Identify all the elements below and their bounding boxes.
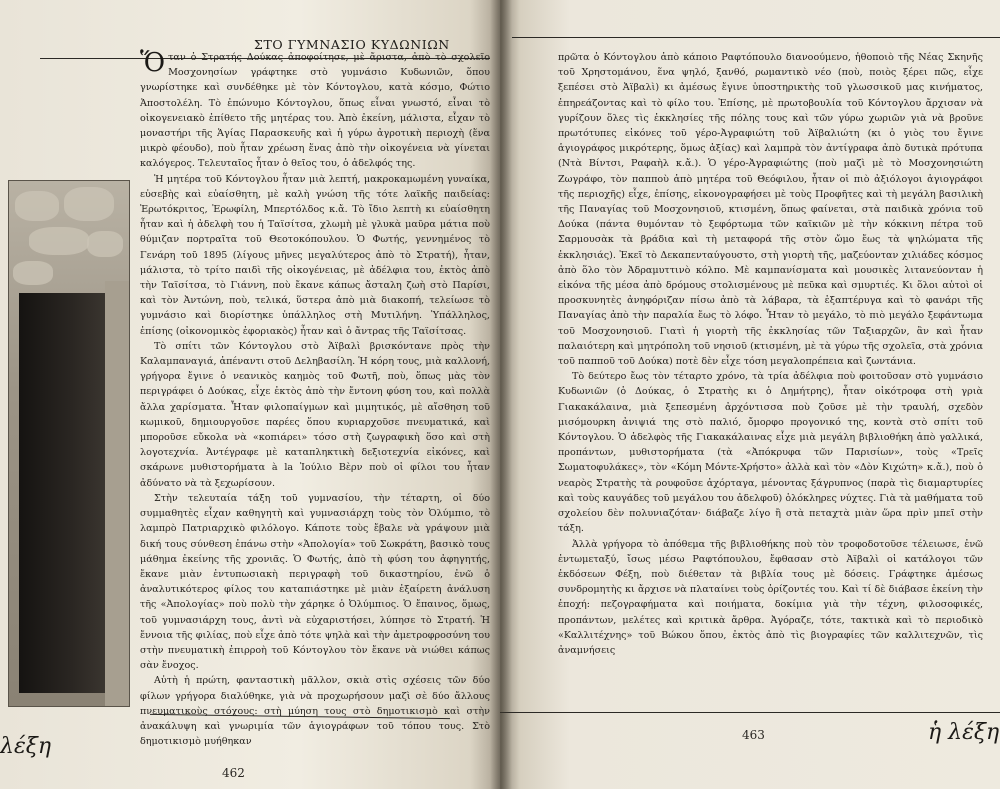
footer-mark: λέξη: [0, 734, 52, 759]
paragraph: Τὸ σπίτι τῶν Κόντογλου στὸ Ἀϊβαλὶ βρισκόντανε πρὸς τὴν Καλαμπαναγιά, ἀπέναντι στοῦ Δεληβασίλη. Ἡ κόρη τους, μιὰ καλλονή, γρήγορα ἔγινε ὁ νεανικὸς καημὸς τοῦ Φωτῆ, ποὺ, ὅπως μὰς τὸν περιγράφει ὁ Δούκας, εἶχε ἐκτὸς ἀπὸ τὴν ἔντονη φύση του, καὶ πολλὰ ἄλλα χαρίσματα. Ἦταν φιλοπαίγμων καὶ μιμητικός, μὲ αἴσθηση τοῦ κωμικοῦ, δημιουργοῦσε παρέες ὅπου κυριαρχοῦσε πνευματικά, καὶ μποροῦσε εὔκολα νὰ «κοπιάρει» τόσο στὴ ζωγραφικὴ ὅσο καὶ στὴ λογοτεχνία. Ἀντέγραφε μὲ καταπληκτικὴ δεξιοτεχνία εἰκόνες, καὶ σκάρωνε μυθιστορήματα à la Ἰούλιο Βὲρν ποὺ οἱ φίλοι του ἦταν ἀδύνατο νὰ τὰ ξεχωρίσουν.: [140, 340, 490, 489]
paragraph: Ἀλλὰ γρήγορα τὸ ἀπόθεμα τῆς βιβλιοθήκης ποὺ τὸν τροφοδοτοῦσε τέλειωσε, ἐνῶ ἐντωμεταξύ, ἴσως μέσω Ραφτόπουλου, ἔφθασαν στὸ Ἀϊβαλὶ οἱ κατάλογοι τῶν ἐκδόσεων Φέξη, ποὺ διέθεταν τὰ βιβλία τους μὲ δόσεις. Γράφτηκε ἀμέσως συνδρομητὴς κι ἄρχισε νὰ πλαταίνει τοὺς ὁρίζοντές του. Καὶ τί δὲ διάβασε ἐκείνη τὴν ἐποχή: πεζογραφήματα καὶ ποιήματα, δοκίμια γιὰ τὴν τέχνη, φιλοσοφικές, προπάντων, μελέτες καὶ κριτικὰ ἄρθρα. Ἀγόραζε, τότε, τακτικὰ καὶ τὸ περιοδικὸ «Καλλιτέχνης» τοῦ Βώκου ὅπου, ἐκτὸς ἀπὸ τὶς βιογραφίες τῶν καλλιτεχνῶν, τὶς ἀναμνήσεις: [558, 538, 983, 656]
header-rule: [512, 37, 1000, 38]
paragraph: Ὅταν ὁ Στρατής Δούκας ἀποφοίτησε, μὲ ἄριστα, ἀπὸ τὸ σχολεῖο Μοσχονησίων γράφτηκε στὸ γυμνάσιο Κυδωνιῶν, ὅπου γνωρίστηκε καὶ συνδέθηκε μὲ τὸν Κόντογλου, κατὰ κόσμο, Φώτιο Ἀποστολέλη. Τὸ ἐπώνυμο Κόντογλου, ὅπως εἶναι γνωστό, εἶναι τὸ οἰκογενειακὸ ἐπίθετο τῆς μητέρας του. Ἀπὸ ἐκείνη, μάλιστα, εἶχαν τὸ μοναστήρι τῆς Ἁγίας Παρασκευῆς καὶ ἡ γύρω ἀγροτικὴ περιοχὴ (ἕνα μικρὸ φέουδο), ποὺ ἦταν χρέωση ἕνας ἀπὸ τὴν οἰκογένεια νὰ γίνεται καλόγερος. Τελευταῖος ἦταν ὁ θεῖος του, ὁ ἀδελφός της.: [140, 48, 490, 170]
drop-cap: Ὅ: [140, 48, 166, 78]
paragraph: πρῶτα ὁ Κόντογλου ἀπὸ κάποιο Ραφτόπουλο διανοούμενο, ἠθοποιὸ τῆς Νέας Σκηνῆς τοῦ Χρηστομάνου, ἕνα ψηλό, ξανθό, ρωμαντικὸ νέο (ποὺ, ποιὸς ξέρει πῶς, εἶχε ξεπέσει στὸ Ἀϊβαλὶ) κι ἀμέσως ἔγινε ὑποστηρικτὴς τοῦ γλωσσικοῦ μας κινήματος, ἐπηρεάζοντας καὶ τὸ φίλο του. Ἐπίσης, μὲ πρωτοβουλία τοῦ Κόντογλου ἄρχισαν νὰ γυρίζουν ὅλες τὶς ἐκκλησίες τῆς πόλης τους καὶ τῶν γύρω χωριῶν γιὰ νὰ βροῦνε πρωτότυπες εἰκόνες τοῦ γέρο-Ἀγραφιώτη τοῦ Ἀϊβαλιώτη (κι ὁ γιὸς του ἔγινε ἁγιογράφος μικρότερης, ὅμως ἀξίας) καὶ λαμπρὰ τὸν ἀντίγραφα ἀπὸ δυτικὰ πρότυπα (Ντὰ Βίντσι, Ραφαὴλ κ.ἄ.). Ὁ γέρο-Ἀγραφιώτης (ποὺ μαζὶ μὲ τὸ Μοσχονησιώτη Ζωγράφο, τὸν παπποὺ ἀπὸ μητέρα τοῦ Θεόφιλου, ἦταν οἱ πιὸ ἀξιόλογοι ἁγιογράφοι τῆς περιοχῆς) εἶχε, ἐπίσης, εἰκονογραφήσει μὲ τοὺς Προφῆτες καὶ τὴ μεγάλη βασιλικὴ τῆς Παναγίας τοῦ Μοσχονησιοῦ, κτισμένη, ὅπως φαίνεται, στὰ παιδικὰ χρόνια τοῦ Δούκα (πάντα θυμόνταν τὸ ξεφόρτωμα τῶν καϊκιῶν μὲ τὴν κόκκινη πέτρα τοῦ Σαρμουσὰκ τὰ βράδια καὶ τὴ μεταφορά τῆς στὸν ὤμο ἔως τὰ ψηλώματα τῆς ἐκκλησιάς). Ἐκεῖ τὸ Δεκαπενταύγουστο, στὴ γιορτὴ τῆς, μαζεύονταν χιλιάδες κόσμος ἀπὸ ὅλο τὸν Ἀδραμυττινὸ κόλπο. Μὲ καμπανίσματα καὶ μουσικὲς λιτανεύονταν ἡ εἰκόνα τῆς μέσα ἀπὸ δρόμους στολισμένους μὲ πεῦκα καὶ σμυρτιές. Κι ὅλοι αὐτοὶ οἱ προσκυνητὲς ἀνηφόριζαν πίσω ἀπὸ τὰ λάβαρα, τὰ ἑξαπτέρυγα καὶ τὸ φανάρι τῆς Παναγίας ἀπὸ τὴν παραλία ἔως τὸ λόφο. Ἦταν τὸ μεγάλο, τὸ πιὸ μεγάλο ξεφάντωμα τοῦ Μοσχονησιοῦ. Γιατὶ ἡ γιορτὴ τῆς ἐκκλησίας τῶν Ταξιαρχῶν, ἂν καὶ ἦταν παλαιότερη καὶ μητρόπολη τοῦ νησιοῦ (κτισμένη, μὲ τὰ γύρω τῆς σχολεῖα, στὰ χρόνια τοῦ παπποῦ τοῦ Δούκα) ποτὲ δὲν εἶχε τόση μεγαλοπρέπεια καὶ ζωντάνια.: [558, 52, 983, 368]
right-page-body: [558, 50, 983, 695]
paragraph: Αὐτὴ ἡ πρώτη, φανταστικὴ μᾶλλον, σκιὰ στὶς σχέσεις τῶν δύο φίλων γρήγορα διαλύθηκε, γιὰ νὰ προχωρήσουν μαζὶ σὲ δύο ἄλλους πνευματικοὺς στόχους: στὴ μύηση τους στὸ δημοτικισμὸ καὶ στὴν ἀνακάλυψη καὶ γνωριμία τῶν ἁγιογράφων τοῦ τόπου τους. Στὸ δημοτικισμὸ μυήθηκαν: [140, 675, 490, 748]
paragraph: Στὴν τελευταία τάξη τοῦ γυμνασίου, τὴν τέταρτη, οἱ δύο συμμαθητὲς εἶχαν καθηγητὴ καὶ γυμνασιάρχη τοὺς τὸν Ὀλύμπιο, τὸ λαμπρὸ Πατριαρχικὸ φιλόλογο. Κάποτε τοὺς ἔβαλε νὰ γράψουν μιὰ δική τους σύνθεση ἐπάνω στὴν «Ἀπολογία» τοῦ Σωκράτη, βασικὸ τους μάθημα ἐκείνης τῆς χρονιᾶς. Ὁ Φωτής, ἀπὸ τὴ φύση του ἀφηγητής, ἔκανε μιὰν ἐντυπωσιακὴ περιγραφὴ τοῦ δικαστηρίου, ἐνῶ ὁ ἀναλυτικότερος φίλος του καταπιάστηκε μὲ μιὰν ἐξαίρετη ἀνάλυση τῆς «Ἀπολογίας» ποὺ πολὺ τὴν χάρηκε ὁ Ὀλύμπιος. Ὁ ἔπαινος, ὅμως, τοῦ γυμνασιάρχη τους, ἀντὶ νὰ εὐχαριστήσει, λύπησε τὸ Στρατή. Ἡ ἔννοια τῆς φιλίας, ποὺ εἶχε ἀπὸ τότε ψηλὰ καὶ τὴν ἀμετροφροσύνη του στὴν πνευματικὴ ἐπιρροὴ τοῦ Κόντογλου τὸν ἔκανε νὰ νιώθει κάπως σὰν ἔνοχος.: [140, 492, 490, 672]
paragraph: Τὸ δεύτερο ἔως τὸν τέταρτο χρόνο, τὰ τρία ἀδέλφια ποὺ φοιτοῦσαν στὸ γυμνάσιο Κυδωνιῶν (ὁ Δούκας, ὁ Στρατὴς κι ὁ Δημήτρης), ἦταν οἰκότροφα στὴ γριὰ Γιακακάλαινα, μιὰ ξεπεσμένη ἀρχόντισσα ποὺ ζοῦσε μὲ τὴν τραυλή, σχεδὸν μισόμουρκη ἀνιψιά της στὸ παλιό, ὄμορφο προγονικό της, κοντὰ στὸ σπίτι τοῦ Κόντογλου. Ὁ ἀδελφὸς τῆς Γιακακάλαινας εἶχε μιὰ μεγάλη βιβλιοθήκη ἀπὸ γαλλικά, προπάντων, μυθιστορήματα (τὰ «Ἀπόκρυφα τῶν Παρισίων», τοὺς «Τρεῖς Σωματοφυλάκες», τὸν «Κόμη Μόντε-Χρήστο» ἀλλὰ καὶ τὸν «Δὸν Κιχώτη» κ.ἄ.), ποὺ ὁ νεαρὸς Στρατὴς τὰ ρουφοῦσε ἀχόρταγα, μένοντας ξάγρυπνος (παρὰ τὶς διαμαρτυρίες καὶ τοὺς καυγάδες τοῦ μεγάλου του ἀδελφοῦ) ὁλόκληρες νύχτες. Γιὰ τὰ μαθήματα τοῦ σχολείου δὲν πολυνιαζόταν· διάβαζε λίγο ἢ στὰ πεταχτὰ μιὰν ὥρα πρὶν μπεῖ στὴν τάξη.: [558, 371, 983, 535]
right-page: [500, 0, 1000, 789]
left-page-body: [140, 48, 490, 748]
book-spine: [490, 0, 512, 789]
chapter-title: ΣΤΟ ΓΥΜΝΑΣΙΟ ΚΥΔΩΝΙΩΝ: [254, 37, 450, 52]
footer-mark: ἡ λέξη: [928, 720, 1000, 745]
paragraph: Ἡ μητέρα τοῦ Κόντογλου ἦταν μιὰ λεπτή, μακροκαμωμένη γυναίκα, εὐσεβὴς καὶ εὐαίσθητη, μὲ καλὴ γνώση τῆς τότε λαϊκῆς παιδείας: Ἐρωτόκριτος, Ἐρωφίλη, Μπερτόλδος κ.ἄ. Τὸ ἴδιο λεπτὴ κι εὐαίσθητη ἦταν καὶ ἡ ἀδελφὴ του ἡ Ταϊσίτσα, χλωμὴ μὲ γλυκὰ μαῦρα μάτια ποὺ θύμιζαν πορτραῖτα τοῦ Θεοτοκόπουλου. Ὁ Φωτής, γεννημένος τὸ Γενάρη τοῦ 1895 (λίγους μῆνες μεγαλύτερος ἀπὸ τὸ Στρατή), ἦταν, μάλιστα, τὸ τρίτο παιδὶ τῆς οἰκογένειας, μὲ ἀδέλφια του, ἐκτὸς ἀπὸ τὴν Ταϊσίτσα, τὸ Γιάννη, ποὺ ἔκανε κάπως ἄσταλη ζωὴ στὸ Παρίσι, καὶ τὸν Ἀντώνη, ποὺ, τελικά, ὕστερα ἀπὸ μιὰ διακοπή, τελείωσε τὸ γυμνάσιο καὶ διορίστηκε ὑπάλληλος στὴ Μυτιλήνη. Ὑπάλληλος, ἐπίσης (οἰκονομικὸς ἐφοριακὸς) ἦταν καὶ ὁ ἄντρας τῆς Ταϊσίτσας.: [140, 173, 490, 337]
page-number: 463: [742, 728, 765, 742]
doorway-photo: [8, 180, 130, 707]
page-number: 462: [222, 766, 245, 780]
footer-rule: [500, 712, 1000, 713]
